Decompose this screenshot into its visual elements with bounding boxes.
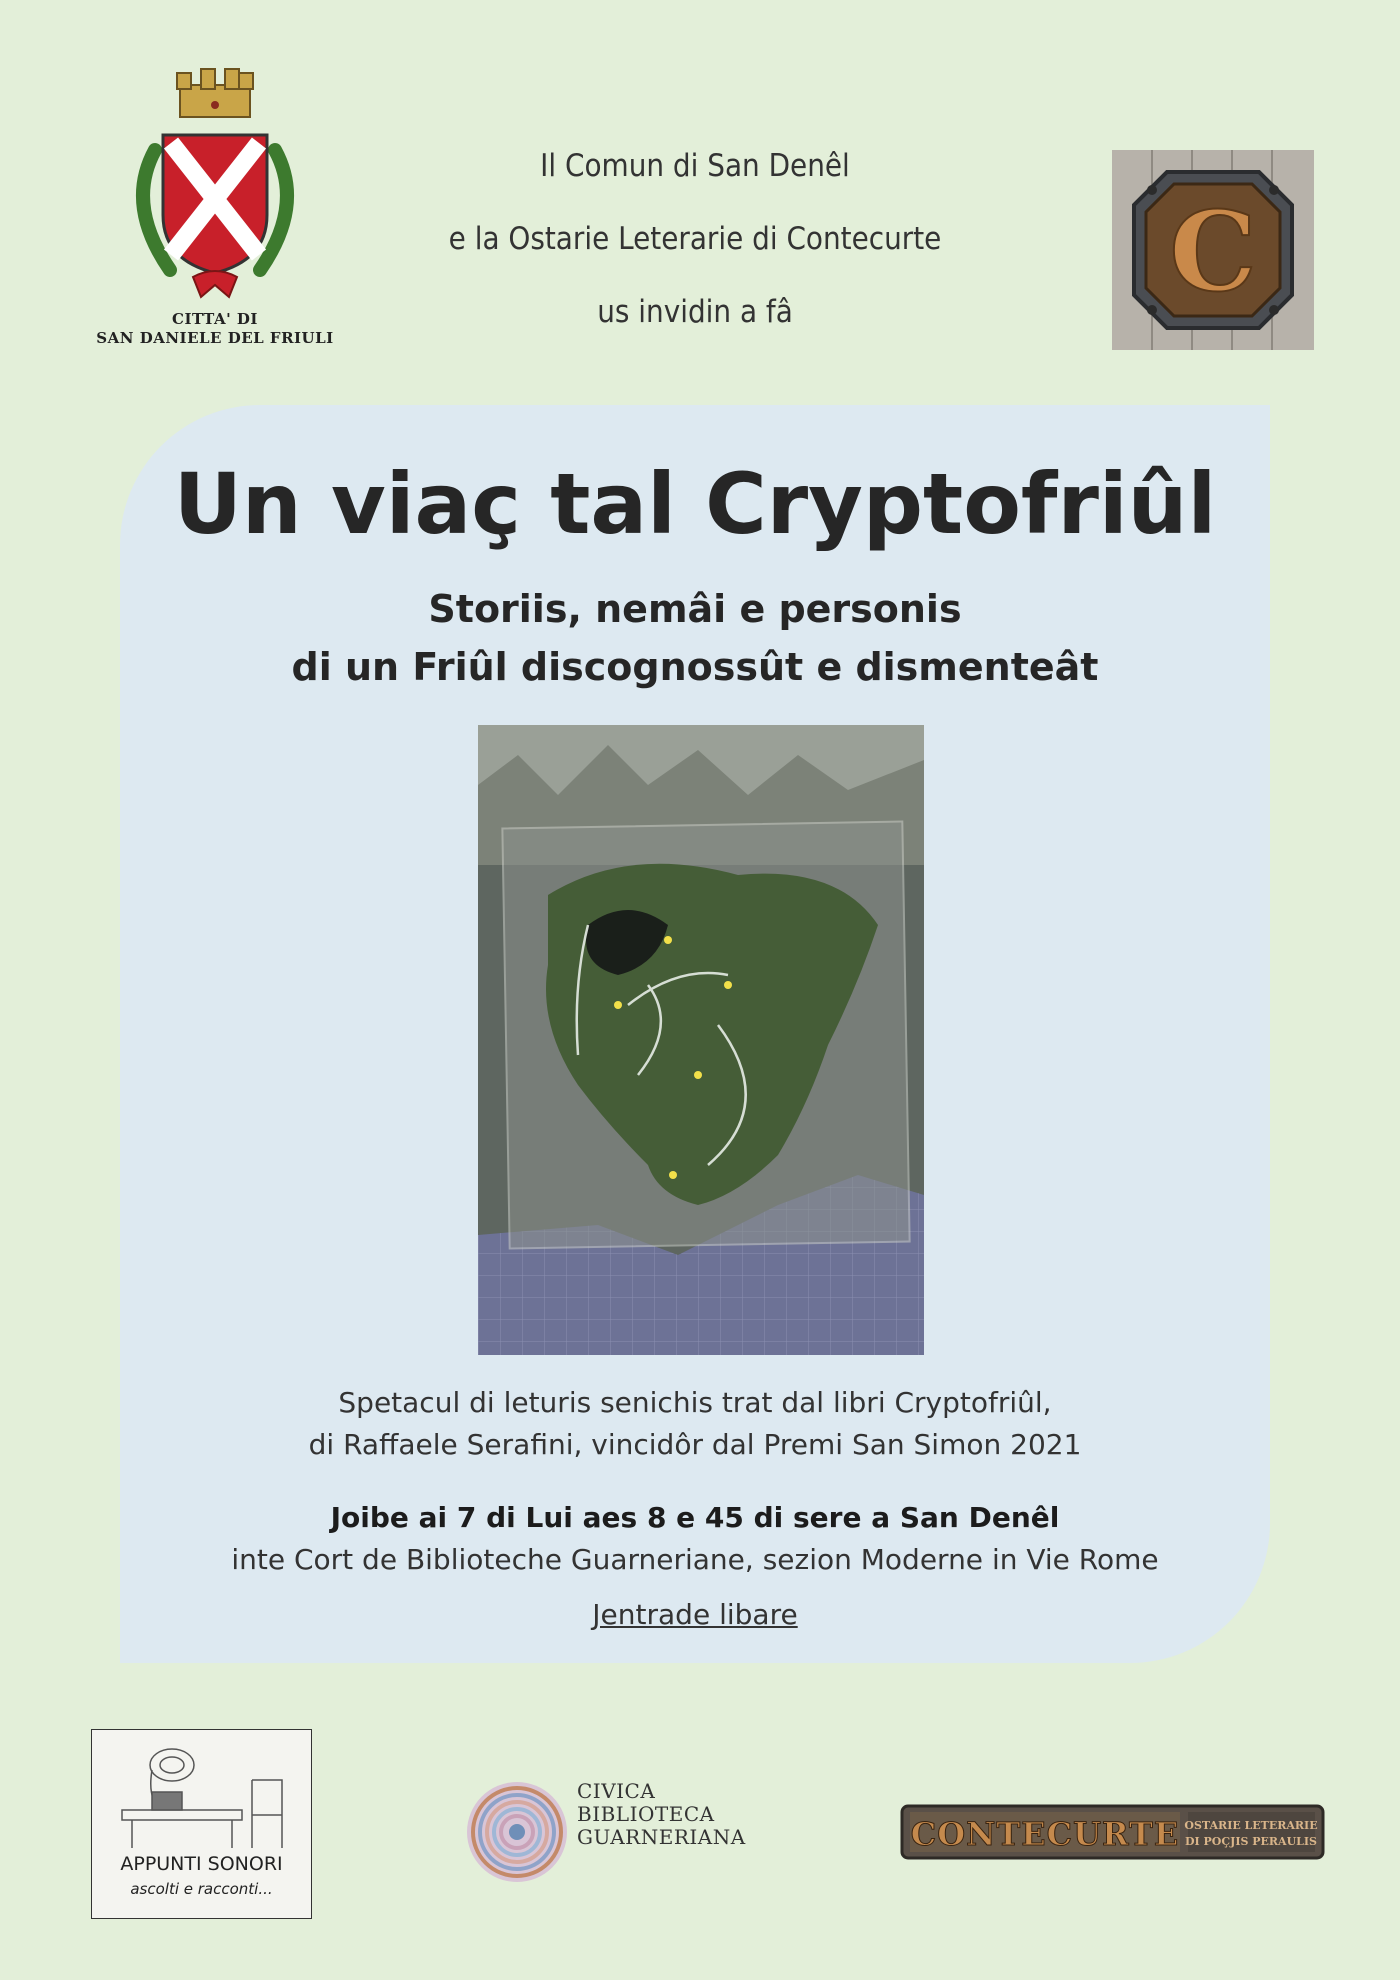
event-date-time: Joibe ai 7 di Lui aes 8 e 45 di sere a San Denêl — [330, 1501, 1060, 1534]
biblio-line: BIBLIOTECA — [577, 1802, 715, 1826]
wooden-c-icon — [1112, 150, 1314, 350]
biblio-line: GUARNERIANA — [577, 1825, 746, 1849]
coat-caption-line1: CITTA' DI — [172, 310, 258, 328]
description-line: Spetacul di leturis senichis trat dal libri Cryptofriûl, — [338, 1386, 1052, 1419]
event-location: inte Cort de Biblioteche Guarneriane, sezion Moderne in Vie Rome — [231, 1543, 1159, 1576]
concentric-circles-icon — [465, 1780, 569, 1884]
entry-label: Jentrade libare — [592, 1598, 798, 1631]
biblio-line: CIVICA — [577, 1779, 656, 1803]
appunti-subtitle: ascolti e racconti... — [130, 1880, 273, 1898]
subtitle-line: di un Friûl discognossût e dismenteât — [291, 645, 1099, 689]
contecurte-banner — [900, 1802, 1325, 1862]
intro-line: us invidin a fâ — [597, 294, 793, 330]
appunti-title: APPUNTI SONORI — [120, 1853, 283, 1875]
contecurte-c-logo — [1112, 150, 1314, 350]
map-illustration — [478, 725, 924, 1355]
intro-text — [380, 130, 1010, 349]
contecurte-name: CONTECURTE — [910, 1815, 1180, 1853]
contecurte-tag-line2: DI POÇJIS PERAULIS — [1185, 1835, 1317, 1848]
satellite-map-image — [478, 725, 924, 1355]
appunti-sonori-logo — [91, 1729, 312, 1919]
event-when-where — [120, 1497, 1270, 1581]
intro-line: Il Comun di San Denêl — [540, 148, 850, 184]
description-line: di Raffaele Serafini, vincidôr dal Premi San Simon 2021 — [308, 1428, 1082, 1461]
coat-of-arms-icon — [115, 65, 315, 310]
biblioteca-guarneriana-logo — [465, 1780, 785, 1890]
event-subtitle — [120, 580, 1270, 696]
coat-of-arms-logo — [95, 65, 335, 355]
intro-line: e la Ostarie Leterarie di Contecurte — [448, 221, 942, 257]
coat-caption-line2: SAN DANIELE DEL FRIULI — [96, 329, 334, 347]
contecurte-tag-line1: OSTARIE LETERARIE — [1184, 1819, 1318, 1832]
subtitle-line: Storiis, nemâi e personis — [428, 587, 962, 631]
contecurte-banner-logo — [900, 1802, 1325, 1862]
sketch-desk-icon — [92, 1730, 311, 1850]
event-description — [120, 1382, 1270, 1466]
biblio-text — [577, 1780, 746, 1849]
event-entry — [120, 1598, 1270, 1631]
c-logo-letter: C — [1169, 187, 1257, 316]
event-title: Un viaç tal Cryptofriûl — [173, 455, 1217, 553]
